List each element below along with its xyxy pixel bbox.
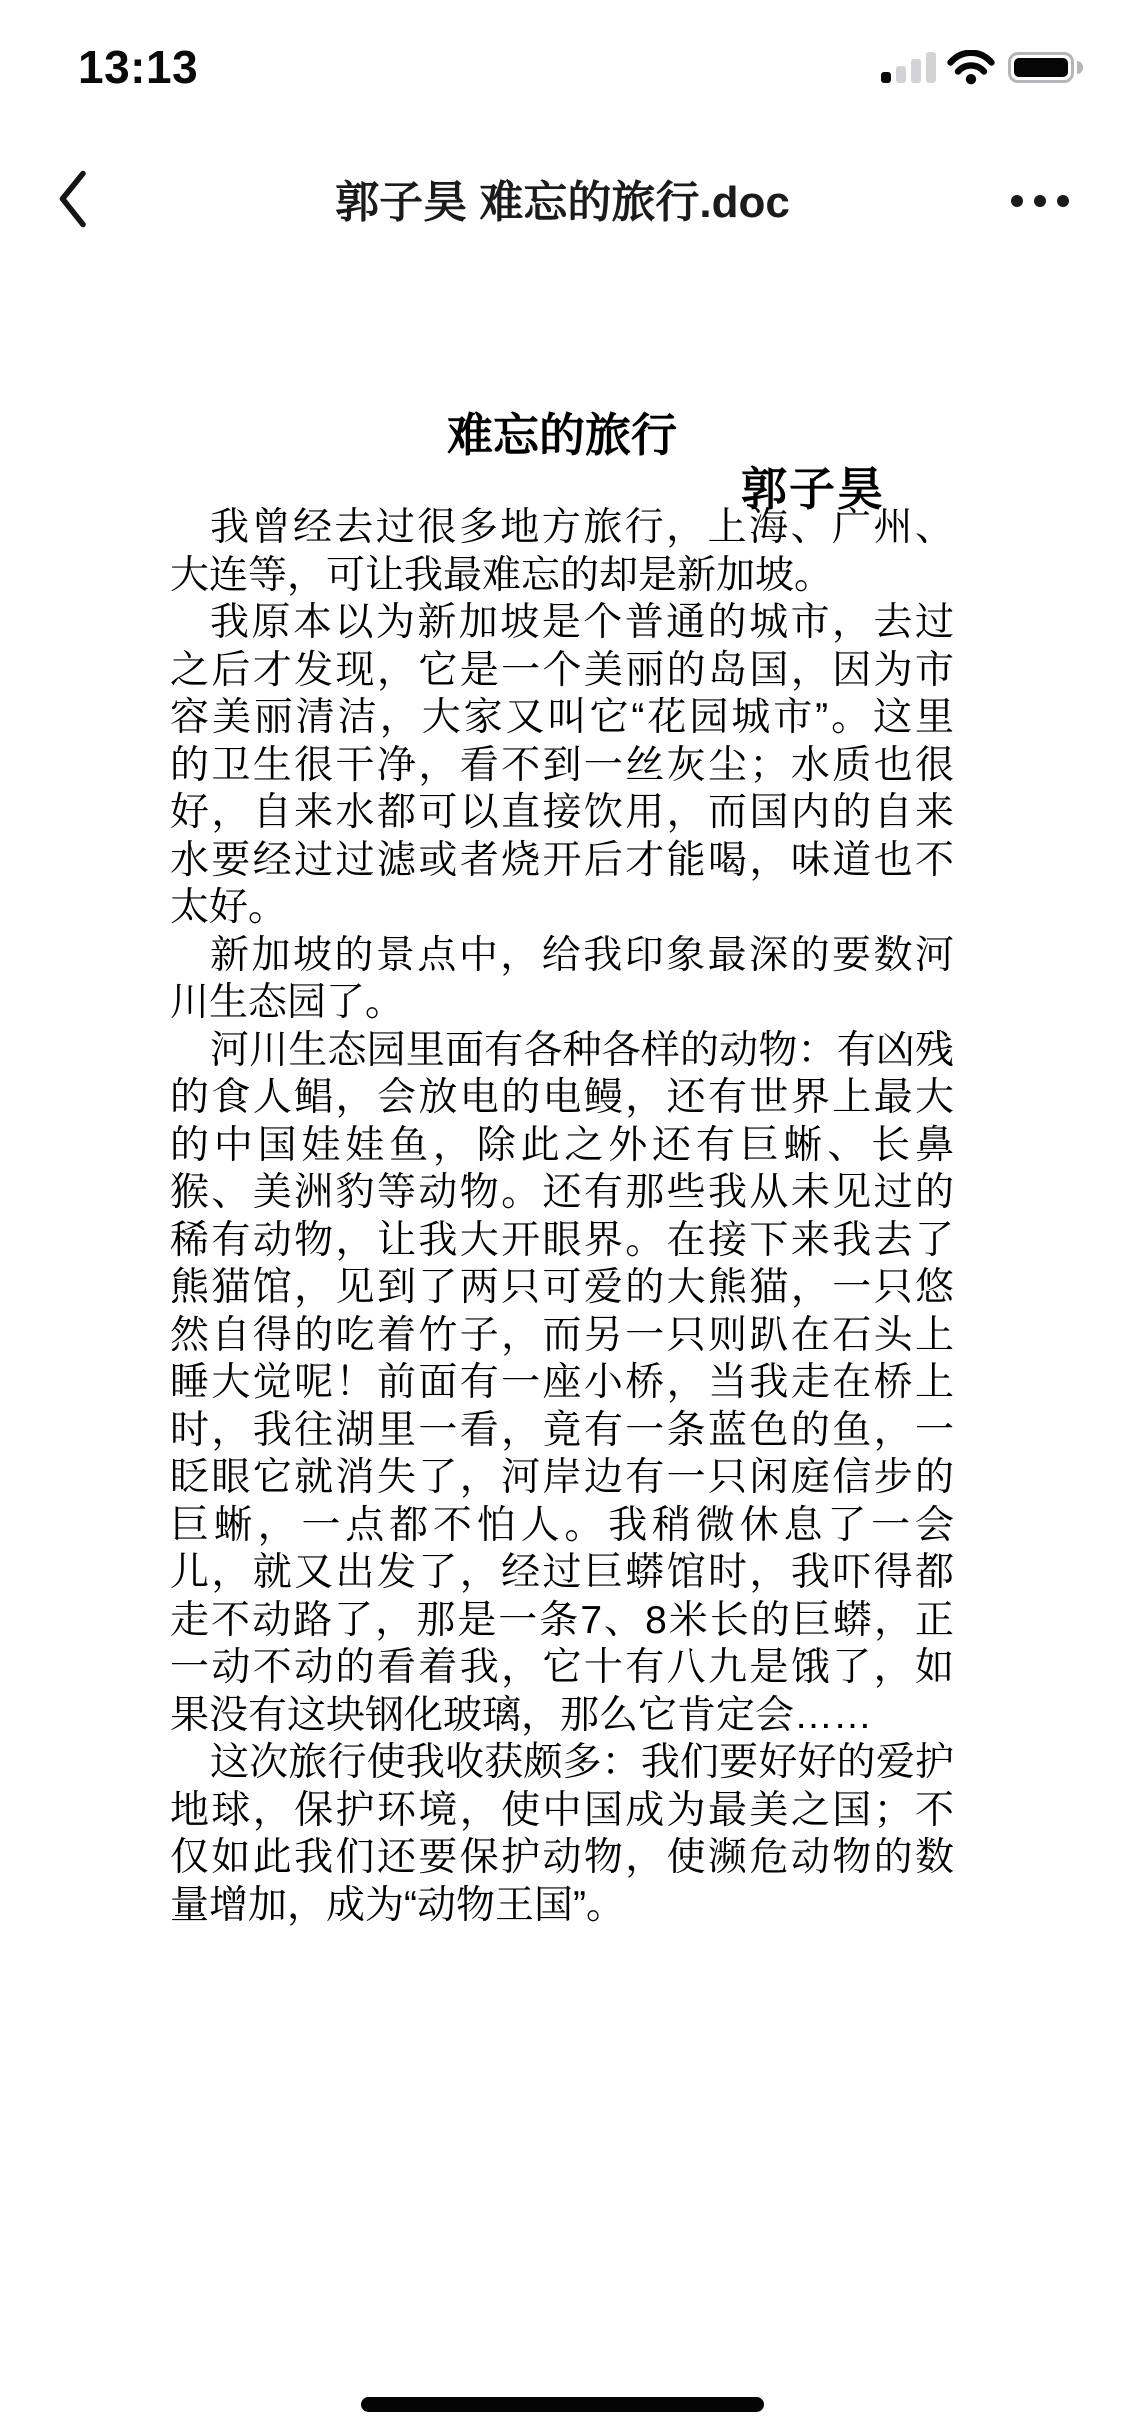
text-line: 这次旅行使我收获颇多：我们要好好的爱护 — [210, 1741, 954, 1784]
text-line: 好，自来水都可以直接饮用，而国内的自来 — [170, 791, 954, 834]
battery-icon — [1008, 52, 1074, 83]
text-line: 川生态园了。 — [170, 981, 405, 1024]
paragraph — [170, 504, 954, 599]
battery-fill — [1014, 58, 1068, 77]
nav-title: 郭子昊 难忘的旅行.doc — [335, 178, 790, 227]
text-line: 我原本以为新加坡是个普通的城市，去过 — [210, 601, 954, 644]
text-line: 果没有这块钢化玻璃，那么它肯定会…… — [170, 1693, 873, 1737]
text-line: 稀有动物，让我大开眼界。在接下来我去了 — [170, 1218, 954, 1262]
text-line: 容美丽清洁，大家又叫它“花园城市”。这里 — [170, 696, 954, 739]
chevron-left-icon — [57, 216, 87, 231]
paragraph — [170, 1739, 954, 1929]
signal-bar-1 — [881, 72, 891, 83]
wifi-icon — [947, 50, 995, 90]
text-line: 时，我往湖里一看，竟有一条蓝色的鱼，一 — [170, 1408, 954, 1452]
paragraph — [170, 599, 954, 932]
text-line: 的食人鲳，会放电的电鳗，还有世界上最大 — [170, 1076, 954, 1119]
text-line: 猴、美洲豹等动物。还有那些我从未见过的 — [170, 1171, 954, 1214]
signal-bar-4 — [926, 52, 936, 83]
text-line: 熊猫馆，见到了两只可爱的大熊猫，一只悠 — [170, 1266, 954, 1309]
more-button[interactable] — [995, 180, 1085, 220]
nav-bar — [0, 140, 1125, 260]
signal-bar-3 — [911, 59, 921, 83]
text-line: 河川生态园里面有各种各样的动物：有凶残 — [210, 1028, 954, 1072]
status-bar — [0, 0, 1125, 100]
text-line: 睡大觉呢！前面有一座小桥，当我走在桥上 — [170, 1361, 954, 1404]
text-line: 儿，就又出发了，经过巨蟒馆时，我吓得都 — [170, 1551, 954, 1594]
document-author: 郭子昊 — [741, 463, 885, 515]
text-line: 地球，保护环境，使中国成为最美之国；不 — [170, 1788, 954, 1832]
text-line: 水要经过过滤或者烧开后才能喝，味道也不 — [170, 838, 954, 882]
back-button[interactable] — [42, 160, 102, 240]
text-line: 量增加，成为“动物王国”。 — [170, 1883, 625, 1927]
paragraph — [170, 932, 954, 1027]
paragraph — [170, 1027, 954, 1740]
text-line: 然自得的吃着竹子，而另一只则趴在石头上 — [170, 1313, 954, 1357]
cellular-signal-icon — [881, 52, 937, 83]
home-indicator[interactable] — [361, 2397, 764, 2412]
document-title: 难忘的旅行 — [447, 409, 677, 461]
text-line: 一动不动的看着我，它十有八九是饿了，如 — [170, 1646, 954, 1689]
text-line: 我曾经去过很多地方旅行，上海、广州、 — [210, 506, 954, 549]
battery-nub — [1077, 61, 1083, 74]
text-line: 大连等，可让我最难忘的却是新加坡。 — [170, 553, 834, 597]
text-line: 的卫生很干净，看不到一丝灰尘；水质也很 — [170, 743, 954, 787]
text-line: 仅如此我们还要保护动物，使濒危动物的数 — [170, 1836, 954, 1879]
text-line: 的中国娃娃鱼，除此之外还有巨蜥、长鼻 — [170, 1123, 954, 1167]
text-line: 走不动路了，那是一条7、8米长的巨蟒，正 — [170, 1598, 954, 1642]
status-time: 13:13 — [78, 41, 199, 93]
text-line: 太好。 — [170, 886, 288, 929]
ellipsis-icon — [1006, 193, 1075, 208]
text-line: 眨眼它就消失了，河岸边有一只闲庭信步的 — [170, 1456, 954, 1499]
text-line: 巨蜥，一点都不怕人。我稍微休息了一会 — [170, 1503, 954, 1547]
signal-bar-2 — [896, 66, 906, 83]
text-line: 之后才发现，它是一个美丽的岛国，因为市 — [170, 648, 954, 692]
text-line: 新加坡的景点中，给我印象最深的要数河 — [210, 933, 954, 977]
document-body — [170, 504, 954, 1929]
